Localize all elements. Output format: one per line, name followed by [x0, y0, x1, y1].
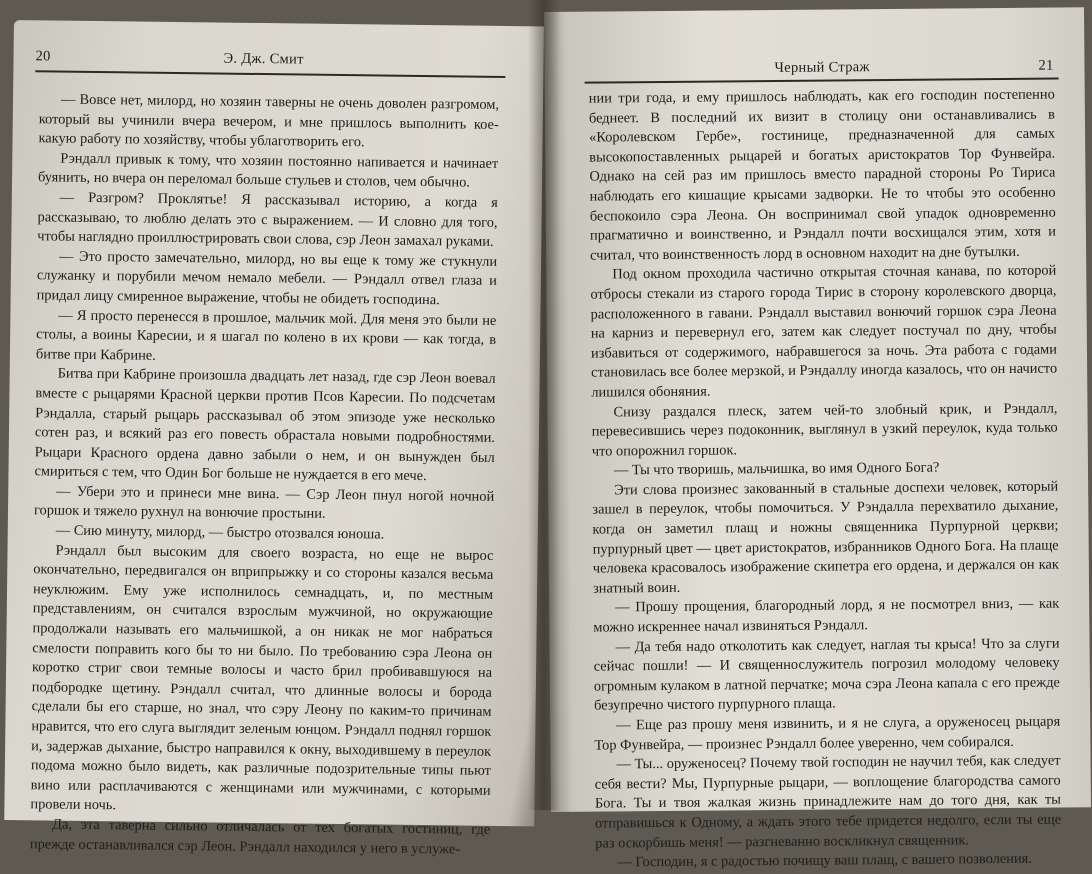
- paragraph: — Я просто перенесся в прошлое, мальчик мой. Для меня это были не столы, а воины Каресии, и я шагал по колено в их крови — как тогда, в битве при Кабрине.: [35, 307, 497, 364]
- paragraph: — Ты что творишь, мальчишка, во имя Одного Бога?: [613, 459, 940, 479]
- paragraph: — Ты... оруженосец? Почему твой господин не научил тебя, как следует себя вести? Мы, Пурпурные рыцари, — воплощение благородства самого Бога. Ты и твоя жалкая жизнь принадлежите нам до того дня, как ты отправишься к Одному, а ждать этого тебе придется недолго, если ты еще раз оскорбишь меня! — разгневанно воскликнул священник.: [594, 752, 1062, 852]
- paragraph: — Это просто замечательно, милорд, но вы еще к тому же стукнули служанку и порубили мечом немало мебели. — Рэндалл отвел глаза и придал лицу смиренное выражение, чтобы не обидеть господина.: [36, 248, 498, 309]
- right-page: [544, 7, 1091, 871]
- left-running-head: Э. Дж. Смит: [223, 50, 304, 68]
- paragraph: — Вовсе нет, милорд, но хозяин таверны не очень доволен разгромом, который вы учинили вчера вечером, и мне пришлось выполнить кое-какую работу по хозяйству, чтобы ублаготворить его.: [38, 91, 500, 151]
- paragraph: — Прошу прощения, благородный лорд, я не посмотрел вниз, — как можно искреннее начал извиняться Рэндалл.: [593, 595, 1060, 636]
- paragraph: Эти слова произнес закованный в стальные доспехи человек, который зашел в переулок, чтобы помочиться. У Рэндалла перехватило дыхание, когда он заметил плащ и ножны священника Пурпурной церкви; пурпурный цвет — цвет аристократов, избранников Одного Бога. На плаще человека красовалось изображение скипетра его ордена, и держался он как знатный воин.: [592, 478, 1059, 597]
- paragraph: Рэндалл был высоким для своего возраста, но еще не вырос окончательно, передвигался он вприпрыжку и со стороны казался весьма неуклюжим. Ему уже исполнилось семнадцать, и, по местным представлениям, он считался взрослым мужчиной, но окружающие продолжали называть его мальчишкой, а он никак не мог набраться смелости поправить кого бы то ни было. По требованию сэра Леона он коротко стриг свои темные волосы и часто брил пробивавшуюся на подбородке щетину. Рэндалл считал, что длинные волосы и борода сделали бы его старше, но знал, что сэру Леону по каким-то причинам нравится, что его слуга выглядит зеленым юнцом. Рэндалл поднял горшок и, задержав дыхание, быстро направился к окну, выходившему в переулок подома можно было видеть, как различные подозрительные типы пьют вино или расплачиваются с женщинами или мужчинами, с которыми провели ночь.: [30, 542, 494, 814]
- left-header-rule: [35, 70, 505, 77]
- paragraph: — Да тебя надо отколотить как следует, наглая ты крыса! Что за слуги сейчас пошли! — И священнослужитель погрозил молодому человеку огромным кулаком в латной перчатке; моча сэра Леона капала с его прежде безупречно чистого пурпурного плаща.: [593, 635, 1060, 714]
- paragraph: Битва при Кабрине произошла двадцать лет назад, где сэр Леон воевал вместе с рыцарями Красной церкви против Псов Каресии. По подсчетам Рэндалла, старый рыцарь рассказывал об этом эпизоде уже несколько сотен раз, и всякий раз его повесть обрастала новыми подробностями. Рыцари Красного ордена давно забыли о нем, и он вынужден был смириться с тем, что Один Бог больше не нуждается в его мече.: [34, 365, 496, 485]
- paragraph: Под окном проходила частично открытая сточная канава, по которой отбросы стекали из старого города Тирис в сторону королевского дворца, расположенного в гавани. Рэндалл выставил вонючий горшок сэра Леона на карниз и перевернул его, затем как следует постучал по дну, чтобы избавиться от содержимого, набравшегося за ночь. Эта работа с годами становилась все более мерзкой, и Рэндаллу иногда казалось, что он начисто лишился обоняния.: [590, 262, 1058, 401]
- left-body-text: [30, 90, 499, 860]
- paragraph: — Убери это и принеси мне вина. — Сэр Леон пнул ногой ночной горшок и тяжело рухнул на вонючие простыни.: [33, 483, 495, 523]
- paragraph: Рэндалл привык к тому, что хозяин постоянно напивается и начинает буянить, но вчера он переломал больше стульев и столов, чем обычно.: [37, 150, 499, 191]
- right-header-rule: [585, 78, 1059, 84]
- left-page: [4, 20, 544, 858]
- paragraph: — Разгром? Проклятье! Я рассказывал историю, а когда я рассказываю, то люблю делать это с выражением. — И словно для того, чтобы наглядно проиллюстрировать свои слова, сэр Леон замахал руками.: [37, 189, 498, 251]
- paragraph: нии три года, и ему пришлось наблюдать, как его господин постепенно беднеет. В последний их визит в столицу они останавливались в «Королевском Гербе», гостинице, предназначенной для самых высокопоставленных рыцарей и богатых аристократов Тор Фунвейра. Однако на сей раз им пришлось вместо парадной стороны Ро Тириса наблюдать его кишащие крысами задворки. Не то чтобы это особенно беспокоило сэра Леона. Он воспринимал свой упадок одновременно прагматично и воинственно, и Рэндалл почти восхищался этим, хотя и считал, что воинственность лорд в основном находит на дне бутылки.: [588, 86, 1057, 264]
- book-gutter-shadow: [528, 0, 560, 810]
- paragraph: Снизу раздался плеск, затем чей-то злобный крик, и Рэндалл, перевесившись через подоконник, выглянул в узкий переулок, куда только что опорожнил горшок.: [591, 400, 1058, 460]
- right-body-text: [589, 86, 1062, 874]
- left-page-number: 20: [35, 48, 51, 65]
- right-page-number: 21: [1038, 57, 1054, 74]
- right-running-head: Черный Страж: [774, 59, 870, 76]
- paragraph: — Сию минуту, милорд, — быстро отозвался юноша.: [55, 522, 385, 543]
- paragraph: Да, эта таверна сильно отличалась от тех богатых гостиниц, где прежде останавливался сэр Леон. Рэндалл находился у него в услуже-: [29, 816, 491, 858]
- paragraph: — Еще раз прошу меня извинить, и я не слуга, а оруженосец рыцаря Тор Фунвейра, — произнес Рэндалл более уверенно, чем собирался.: [594, 713, 1061, 754]
- paragraph: — Господин, я с радостью почищу ваш плащ, с вашего позволения.: [617, 850, 1032, 871]
